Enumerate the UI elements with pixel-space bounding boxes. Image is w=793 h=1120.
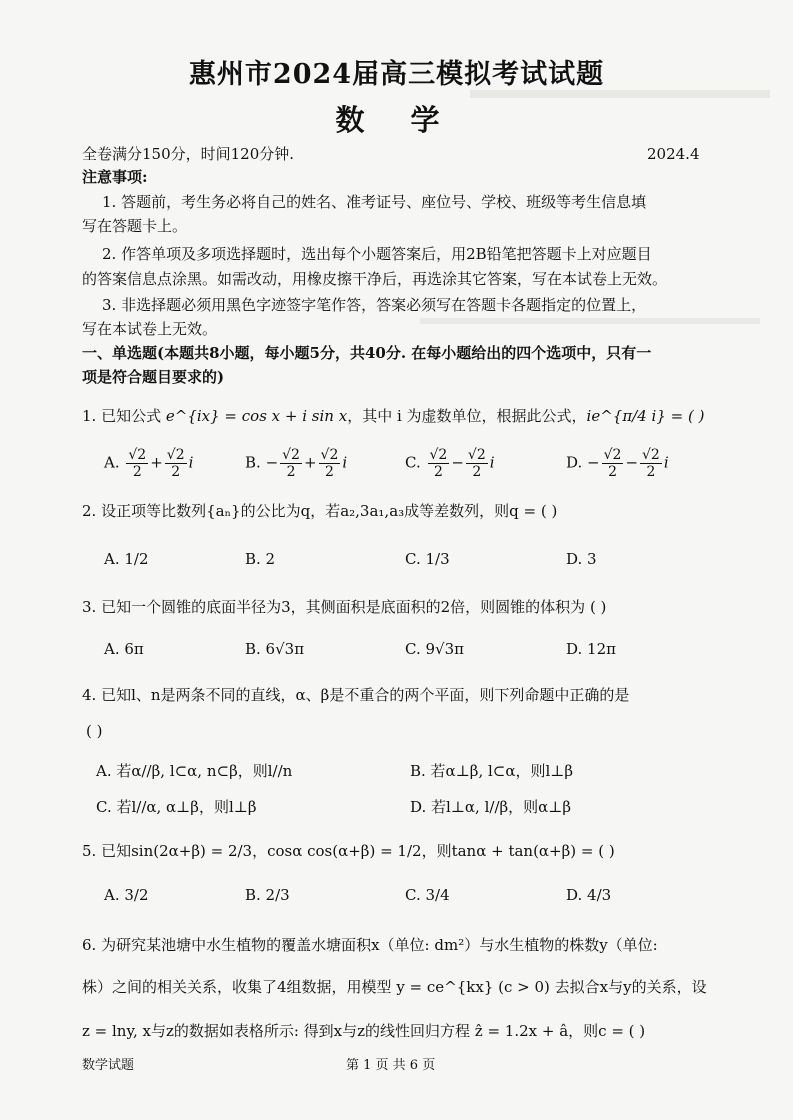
note-3: 3. 非选择题必须用黑色字迹签字笔作答，答案必须写在答题卡各题指定的位置上， [102,296,647,314]
q4-option-a: A. 若α//β, l⊂α, n⊂β，则l//n [96,762,293,780]
q4-option-d: D. 若l⊥α, l//β，则α⊥β [410,798,572,816]
q1-option-a: A. $\frac{√2}{2}$ + $\frac{√2}{2}$ i [104,447,194,480]
q5-option-c: C. 3/4 [405,886,450,904]
option-letter: B. [245,453,261,472]
q2-option-a: A. 1/2 [104,550,149,568]
q5-option-b: B. 2/3 [245,886,290,904]
q2-option-c: C. 1/3 [405,550,450,568]
footer-subject: 数学试题 [82,1058,135,1073]
page-title: 惠州市2024届高三模拟考试试题 [188,59,605,90]
q4-paren: ( ) [86,722,103,740]
question-4: 4. 已知l、n是两条不同的直线，α、β是不重合的两个平面，则下列命题中正确的是 [82,686,630,704]
q1-formula: e^{ix} = cos x + i sin x [165,407,348,425]
q5-option-d: D. 4/3 [566,886,612,904]
question-2: 2. 设正项等比数列{aₙ}的公比为q，若a₂,3a₁,a₃成等差数列，则q = ( ) [82,502,558,520]
question-3: 3. 已知一个圆锥的底面半径为3，其侧面积是底面积的2倍，则圆锥的体积为 ( ) [82,598,607,616]
question-5: 5. 已知sin(2α+β) = 2/3，cosα cos(α+β) = 1/2，则tanα + tan(α+β) = ( ) [82,842,615,860]
note-2-cont: 的答案信息点涂黑。如需改动，用橡皮擦干净后，再选涂其它答案，写在本试卷上无效。 [82,270,668,288]
q3-option-d: D. 12π [566,640,616,658]
section-heading: 一、单选题(本题共8小题，每小题5分，共40分. 在每小题给出的四个选项中，只有一 [82,344,652,362]
question-1 [82,405,704,427]
notes-heading: 注意事项: [82,168,148,186]
question-6-line-3: z = lny, x与z的数据如表格所示: 得到x与z的线性回归方程 ẑ = 1.2x + â，则c = ( ) [82,1022,646,1040]
page-number: 第 1 页 共 6 页 [346,1058,436,1073]
note-1-cont: 写在答题卡上。 [82,217,188,235]
q1-middle: ，其中 i 为虚数单位，根据此公式， [347,407,587,425]
q3-option-c: C. 9√3π [405,640,464,658]
q2-option-d: D. 3 [566,550,597,568]
q3-option-b: B. 6√3π [245,640,305,658]
q1-option-c: C. $\frac{√2}{2}$ − $\frac{√2}{2}$ i [405,447,495,480]
section-heading-cont: 项是符合题目要求的) [82,368,225,386]
q4-option-b: B. 若α⊥β, l⊂α，则l⊥β [410,762,574,780]
note-2: 2. 作答单项及多项选择题时，选出每个小题答案后，用2B铅笔把答题卡上对应题目 [102,245,652,263]
question-6-line-2: 株）之间的相关关系，收集了4组数据，用模型 y = ce^{kx} (c > 0) 去拟合x与y的关系，设 [82,978,707,996]
q5-option-a: A. 3/2 [104,886,149,904]
question-6: 6. 为研究某池塘中水生植物的覆盖水塘面积x（单位: dm²）与水生植物的株数y（单位: [82,936,658,954]
q1-option-d: D. − $\frac{√2}{2}$ − $\frac{√2}{2}$ i [566,447,669,480]
subject-title: 数 学 [335,103,458,137]
bleed-mark [420,318,760,324]
option-letter: C. [405,453,421,472]
exam-date: 2024.4 [647,145,700,163]
q3-option-a: A. 6π [104,640,144,658]
q2-option-b: B. 2 [245,550,276,568]
q1-prefix: 1. 已知公式 [82,407,162,425]
q1-expression: ie^{π/4 i} = ( ) [586,407,705,425]
bleed-mark [470,90,770,98]
option-letter: A. [104,453,120,472]
note-1: 1. 答题前，考生务必将自己的姓名、准考证号、座位号、学校、班级等考生信息填 [102,193,647,211]
q1-option-b: B. − $\frac{√2}{2}$ + $\frac{√2}{2}$ i [245,447,348,480]
option-letter: D. [566,453,583,472]
note-3-cont: 写在本试卷上无效。 [82,320,218,338]
exam-info: 全卷满分150分，时间120分钟. [82,145,295,163]
q4-option-c: C. 若l//α, α⊥β，则l⊥β [96,798,257,816]
